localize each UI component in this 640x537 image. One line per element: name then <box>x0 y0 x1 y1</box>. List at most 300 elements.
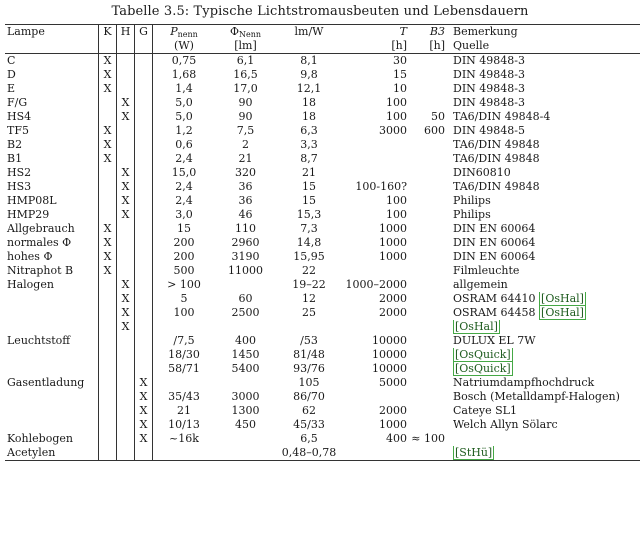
flux-value <box>215 446 276 461</box>
table-row <box>5 180 640 194</box>
type-g-mark: X <box>135 404 153 418</box>
table-row <box>5 306 640 320</box>
lifetime-value <box>342 264 409 278</box>
remark-cell <box>447 376 640 390</box>
lamp-name: F/G <box>7 96 28 109</box>
power-value: 15 <box>153 222 216 236</box>
type-g-mark <box>135 82 153 96</box>
type-h-mark <box>117 138 135 152</box>
remark-cell <box>447 390 640 404</box>
table-row <box>5 418 640 432</box>
header-b3 <box>409 25 447 40</box>
lamp-name: HMP08L <box>7 194 57 207</box>
efficacy-value: /53 <box>300 334 318 347</box>
type-k-mark: X <box>99 222 117 236</box>
power-value: 200 <box>153 236 216 250</box>
lamp-name: B1 <box>7 152 23 165</box>
type-h-mark <box>117 54 135 69</box>
efficacy-value: 25 <box>302 306 316 319</box>
type-k-mark: X <box>99 152 117 166</box>
lamp-name: B2 <box>7 138 23 151</box>
efficacy-value: 45/33 <box>293 418 325 431</box>
remark-text: DIN EN 60064 <box>453 250 536 263</box>
b3-value <box>409 292 447 306</box>
table-row <box>5 376 640 390</box>
type-h-mark: X <box>117 110 135 124</box>
efficacy-value: 21 <box>302 166 316 179</box>
citation-link[interactable]: [OsQuick] <box>455 362 511 375</box>
type-k-mark: X <box>99 124 117 138</box>
table-row <box>5 432 640 446</box>
table-caption: Tabelle 3.5: Typische Lichtstromausbeuten und Lebensdauern <box>111 4 529 19</box>
type-h-mark <box>117 264 135 278</box>
power-value: 21 <box>153 404 216 418</box>
flux-value: 1450 <box>231 348 260 361</box>
lamp-name <box>5 362 99 376</box>
type-g-mark <box>135 208 153 222</box>
power-value <box>153 446 216 461</box>
remark-cell <box>447 152 640 166</box>
header-p-subscript: nenn <box>177 30 198 39</box>
lamp-name: Leuchtstoff <box>7 334 71 347</box>
type-g-mark <box>135 278 153 292</box>
type-g-mark <box>135 110 153 124</box>
lamp-name <box>5 404 99 418</box>
remark-text: DIN 49848-5 <box>453 124 525 137</box>
type-h-mark <box>117 390 135 404</box>
remark-cell <box>447 250 640 264</box>
type-h-mark: X <box>117 306 135 320</box>
remark-text: Natriumdampfhochdruck <box>453 376 595 389</box>
table-row <box>5 250 640 264</box>
type-k-mark <box>99 180 117 194</box>
flux-value: 36 <box>238 194 253 207</box>
remark-cell <box>447 432 640 446</box>
lamp-name: hohes Φ <box>7 250 53 263</box>
flux-value <box>215 432 276 446</box>
remark-cell <box>447 404 640 418</box>
remark-cell <box>447 180 640 194</box>
table-row <box>5 292 640 306</box>
power-value: 2,4 <box>153 180 216 194</box>
citation-link[interactable]: [OsHal] <box>541 292 584 305</box>
b3-value <box>409 54 447 69</box>
header-phi-symbol: Φ <box>229 25 239 38</box>
table-row <box>5 320 640 334</box>
b3-value <box>409 404 447 418</box>
lifetime-value: 2000 <box>379 292 407 305</box>
remark-text: TA6/DIN 49848 <box>453 180 540 193</box>
type-h-mark <box>117 124 135 138</box>
header-phi-subscript: Nenn <box>238 30 262 39</box>
efficacy-value: 18 <box>302 110 316 123</box>
remark-cell <box>447 208 640 222</box>
b3-value <box>409 208 447 222</box>
header-p-unit: (W) <box>153 39 216 54</box>
b3-value <box>409 180 447 194</box>
type-k-mark <box>99 376 117 390</box>
remark-text: DIN EN 60064 <box>453 236 536 249</box>
type-k-mark <box>99 334 117 348</box>
b3-value <box>409 362 447 376</box>
header-b3-symbol: B3 <box>429 25 445 38</box>
type-g-mark <box>135 236 153 250</box>
table-row <box>5 446 640 461</box>
table-row <box>5 236 640 250</box>
efficacy-value <box>276 320 342 334</box>
flux-value: 2500 <box>231 306 260 319</box>
remark-text: DIN 49848-3 <box>453 54 525 67</box>
power-value <box>153 376 216 390</box>
b3-value <box>409 96 447 110</box>
power-value: 10/13 <box>153 418 216 432</box>
lamp-table <box>5 24 640 461</box>
lamp-name: TF5 <box>7 124 29 137</box>
remark-text: TA6/DIN 49848 <box>453 138 540 151</box>
table-row <box>5 348 640 362</box>
lifetime-value: 1000–2000 <box>345 278 407 291</box>
lifetime-value: 1000 <box>379 222 407 235</box>
lifetime-value <box>342 320 409 334</box>
type-h-mark <box>117 446 135 461</box>
remark-text: TA6/DIN 49848 <box>453 152 540 165</box>
header-g: G <box>135 25 153 40</box>
remark-text: Welch Allyn Sölarc <box>453 418 558 431</box>
type-h-mark: X <box>117 96 135 110</box>
header-k: K <box>99 25 117 40</box>
b3-value <box>409 348 447 362</box>
b3-value <box>409 278 447 292</box>
flux-value: 5400 <box>231 362 260 375</box>
flux-value: 2960 <box>231 236 260 249</box>
remark-cell <box>447 194 640 208</box>
efficacy-value: 3,3 <box>300 138 318 151</box>
efficacy-value: 12 <box>302 292 316 305</box>
remark-text: TA6/DIN 49848-4 <box>453 110 551 123</box>
type-g-mark <box>135 96 153 110</box>
remark-text: OSRAM 64458 <box>453 306 536 319</box>
flux-value: 400 <box>235 334 256 347</box>
b3-value: 600 <box>424 124 445 137</box>
table-row <box>5 54 640 69</box>
power-value: 3,0 <box>153 208 216 222</box>
power-value <box>153 320 216 334</box>
power-value: 5 <box>153 292 216 306</box>
type-h-mark: X <box>117 166 135 180</box>
efficacy-value: 81/48 <box>293 348 325 361</box>
type-h-mark <box>117 432 135 446</box>
header-lm-cont <box>276 39 342 54</box>
table-row <box>5 404 640 418</box>
remark-cell <box>447 138 640 152</box>
header-lm-per-w: lm/W <box>276 25 342 40</box>
remark-cell <box>447 292 640 306</box>
type-k-mark <box>99 418 117 432</box>
remark-cell <box>447 334 640 348</box>
remark-text: DIN 49848-3 <box>453 68 525 81</box>
remark-text: DULUX EL 7W <box>453 334 536 347</box>
power-value: 5,0 <box>153 96 216 110</box>
header-t <box>342 25 409 40</box>
lifetime-value: 3000 <box>379 124 407 137</box>
citation-link[interactable]: [OsHal] <box>455 320 498 333</box>
b3-value <box>409 222 447 236</box>
remark-cell <box>447 362 640 376</box>
remark-cell <box>447 236 640 250</box>
lifetime-value <box>342 446 409 461</box>
flux-value: 3000 <box>231 390 260 403</box>
lifetime-value: 2000 <box>379 306 407 319</box>
flux-value: 3190 <box>231 250 260 263</box>
type-g-mark <box>135 166 153 180</box>
flux-value: 11000 <box>228 264 263 277</box>
power-value: 35/43 <box>153 390 216 404</box>
type-k-mark <box>99 362 117 376</box>
header-h: H <box>117 25 135 40</box>
efficacy-value: 9,8 <box>300 68 318 81</box>
lifetime-value: 10000 <box>372 334 407 347</box>
type-g-mark <box>135 180 153 194</box>
power-value: 1,68 <box>153 68 216 82</box>
remark-cell <box>447 320 640 334</box>
citation-link[interactable]: [StHü] <box>455 446 493 459</box>
lifetime-value: 100 <box>386 208 407 221</box>
table-row <box>5 278 640 292</box>
efficacy-value: 15 <box>302 194 316 207</box>
efficacy-value: 18 <box>302 96 316 109</box>
type-k-mark: X <box>99 138 117 152</box>
table-row <box>5 264 640 278</box>
remark-cell <box>447 166 640 180</box>
type-g-mark <box>135 362 153 376</box>
power-value: 2,4 <box>153 152 216 166</box>
type-g-mark: X <box>135 418 153 432</box>
b3-value <box>409 82 447 96</box>
table-row <box>5 222 640 236</box>
type-k-mark <box>99 348 117 362</box>
type-h-mark <box>117 418 135 432</box>
lifetime-value <box>342 166 409 180</box>
efficacy-value: 14,8 <box>296 236 322 249</box>
remark-text: DIN EN 60064 <box>453 222 536 235</box>
flux-value: 7,5 <box>236 124 255 137</box>
lifetime-value: 100 <box>386 96 407 109</box>
header-t-unit: [h] <box>342 39 409 54</box>
lamp-name: HS4 <box>7 110 32 123</box>
type-k-mark <box>99 432 117 446</box>
type-h-mark <box>117 236 135 250</box>
efficacy-value: 15,95 <box>293 250 325 263</box>
lamp-name: Allgebrauch <box>7 222 75 235</box>
power-value: 500 <box>153 264 216 278</box>
header-g-cont <box>135 39 153 54</box>
b3-value <box>409 264 447 278</box>
b3-value <box>409 152 447 166</box>
lifetime-value: 100 <box>386 110 407 123</box>
power-value: 58/71 <box>153 362 216 376</box>
lamp-name <box>5 390 99 404</box>
citation-link[interactable]: [OsQuick] <box>455 348 511 361</box>
efficacy-value: 7,3 <box>300 222 318 235</box>
lamp-name <box>5 348 99 362</box>
remark-cell <box>447 418 640 432</box>
flux-value <box>215 278 276 292</box>
table-row <box>5 166 640 180</box>
table-row <box>5 138 640 152</box>
table-row <box>5 82 640 96</box>
lifetime-value: 400 <box>386 432 407 445</box>
remark-cell <box>447 110 640 124</box>
lamp-name: Kohlebogen <box>7 432 73 445</box>
type-h-mark <box>117 250 135 264</box>
type-k-mark <box>99 446 117 461</box>
type-k-mark: X <box>99 54 117 69</box>
remark-text: Philips <box>453 208 491 221</box>
header-p-nenn <box>153 25 216 40</box>
lifetime-value <box>342 138 409 152</box>
lifetime-value: 30 <box>393 54 407 67</box>
flux-value: 6,1 <box>236 54 255 67</box>
lifetime-value: 10000 <box>372 348 407 361</box>
type-k-mark: X <box>99 82 117 96</box>
type-g-mark <box>135 194 153 208</box>
lamp-name: HS3 <box>7 180 32 193</box>
efficacy-value: 8,1 <box>300 54 318 67</box>
b3-value <box>409 236 447 250</box>
header-k-cont <box>99 39 117 54</box>
lamp-name <box>5 306 99 320</box>
efficacy-value: 8,7 <box>300 152 318 165</box>
type-h-mark <box>117 362 135 376</box>
flux-value: 46 <box>238 208 253 221</box>
efficacy-value: 15 <box>302 180 316 193</box>
power-value: 18/30 <box>153 348 216 362</box>
type-h-mark: X <box>117 180 135 194</box>
type-k-mark: X <box>99 250 117 264</box>
type-g-mark <box>135 264 153 278</box>
type-h-mark <box>117 348 135 362</box>
type-h-mark: X <box>117 292 135 306</box>
remark-cell <box>447 124 640 138</box>
type-g-mark <box>135 54 153 69</box>
remark-cell <box>447 306 640 320</box>
b3-value <box>409 138 447 152</box>
type-g-mark <box>135 250 153 264</box>
efficacy-value: 22 <box>302 264 316 277</box>
type-g-mark <box>135 334 153 348</box>
b3-value: 50 <box>431 110 445 123</box>
type-k-mark <box>99 292 117 306</box>
lifetime-value: 10000 <box>372 362 407 375</box>
header-t-symbol: T <box>399 25 407 38</box>
lamp-name: D <box>7 68 16 81</box>
remark-cell <box>447 222 640 236</box>
efficacy-value: 6,5 <box>300 432 318 445</box>
b3-value <box>409 306 447 320</box>
remark-text: DIN60810 <box>453 166 511 179</box>
flux-value: 21 <box>238 152 253 165</box>
flux-value: 90 <box>238 96 253 109</box>
flux-value <box>215 376 276 390</box>
table-row <box>5 152 640 166</box>
citation-link[interactable]: [OsHal] <box>541 306 584 319</box>
header-quelle: Quelle <box>447 39 640 54</box>
efficacy-value: 12,1 <box>296 82 322 95</box>
lamp-name: normales Φ <box>7 236 72 249</box>
lamp-name: E <box>7 82 16 95</box>
type-k-mark <box>99 390 117 404</box>
type-h-mark <box>117 334 135 348</box>
power-value: 1,2 <box>153 124 216 138</box>
power-value: /7,5 <box>153 334 216 348</box>
flux-value: 90 <box>238 110 253 123</box>
type-k-mark <box>99 194 117 208</box>
flux-value: 320 <box>235 166 256 179</box>
lifetime-value: 15 <box>393 68 407 81</box>
flux-value: 110 <box>235 222 256 235</box>
efficacy-value: 15,3 <box>296 208 322 221</box>
type-g-mark: X <box>135 376 153 390</box>
remark-text: OSRAM 64410 <box>453 292 536 305</box>
b3-value <box>409 446 447 461</box>
b3-value <box>409 390 447 404</box>
power-value: ~16k <box>153 432 216 446</box>
type-k-mark <box>99 278 117 292</box>
type-k-mark: X <box>99 236 117 250</box>
lifetime-value: 1000 <box>379 250 407 263</box>
remark-cell <box>447 446 640 461</box>
type-k-mark: X <box>99 264 117 278</box>
type-g-mark <box>135 138 153 152</box>
flux-value: 1300 <box>231 404 260 417</box>
table-row <box>5 362 640 376</box>
b3-value <box>409 68 447 82</box>
type-g-mark <box>135 292 153 306</box>
header-phi-unit: [lm] <box>215 39 276 54</box>
lifetime-value <box>342 390 409 404</box>
power-value: 1,4 <box>153 82 216 96</box>
type-g-mark <box>135 222 153 236</box>
type-g-mark <box>135 446 153 461</box>
flux-value: 16,5 <box>233 68 258 81</box>
type-k-mark <box>99 306 117 320</box>
efficacy-value: 19–22 <box>292 278 326 291</box>
efficacy-value: 105 <box>298 376 320 389</box>
header-b3-unit: [h] <box>409 39 447 54</box>
b3-value <box>409 250 447 264</box>
power-value: 5,0 <box>153 110 216 124</box>
efficacy-value: 0,48–0,78 <box>276 446 342 461</box>
efficacy-value: 86/70 <box>293 390 325 403</box>
type-h-mark <box>117 376 135 390</box>
remark-cell <box>447 54 640 69</box>
power-value: 0,6 <box>153 138 216 152</box>
flux-value: 450 <box>235 418 256 431</box>
type-h-mark: X <box>117 194 135 208</box>
type-g-mark: X <box>135 390 153 404</box>
efficacy-value: 62 <box>302 404 316 417</box>
header-row-1 <box>5 25 640 40</box>
remark-text: Cateye SL1 <box>453 404 517 417</box>
flux-value <box>215 320 276 334</box>
power-value: 0,75 <box>153 54 216 69</box>
lifetime-value: 2000 <box>379 404 407 417</box>
type-k-mark <box>99 166 117 180</box>
type-g-mark: X <box>135 432 153 446</box>
type-g-mark <box>135 68 153 82</box>
b3-value <box>409 166 447 180</box>
type-g-mark <box>135 306 153 320</box>
